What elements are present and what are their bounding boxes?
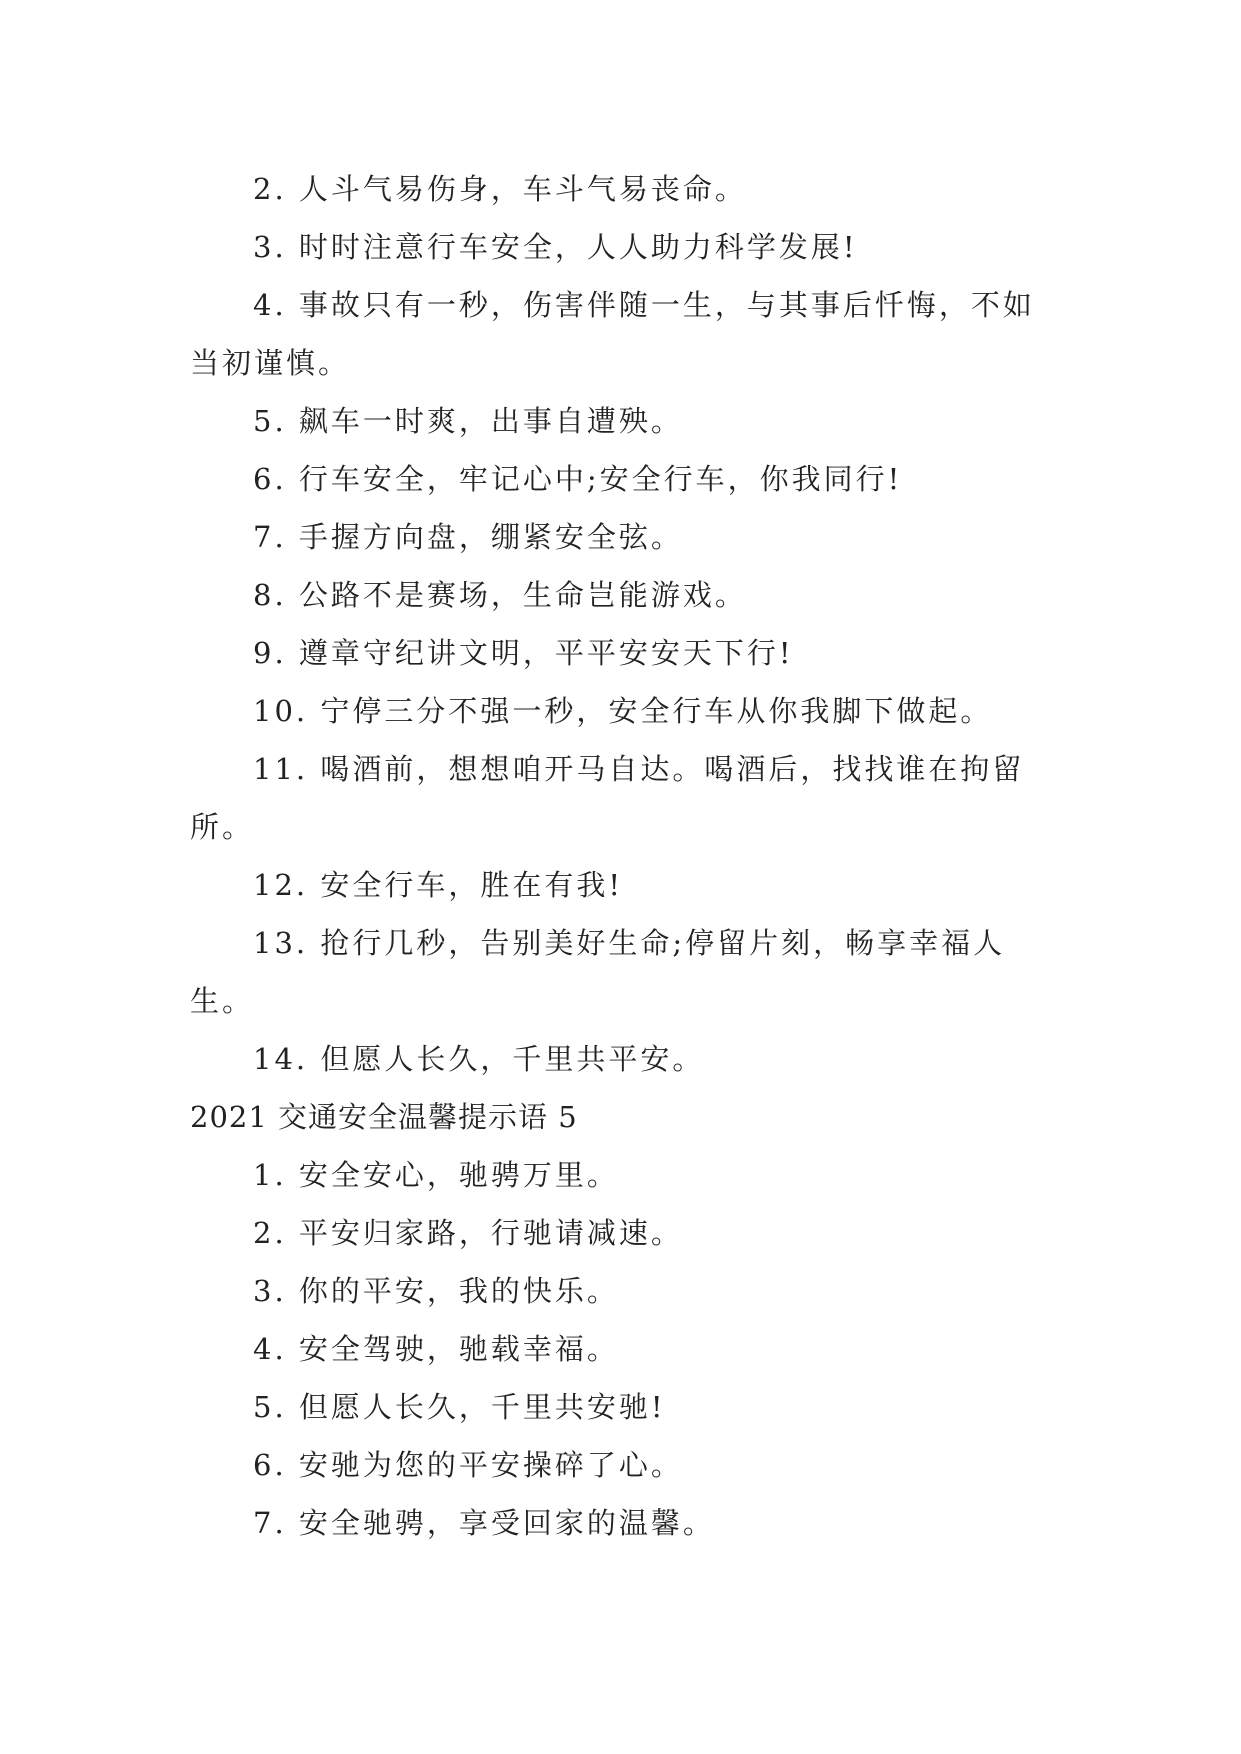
list-item: 6. 行车安全，牢记心中;安全行车，你我同行! xyxy=(253,462,903,496)
list-item: 6. 安驰为您的平安操碎了心。 xyxy=(253,1448,683,1482)
list-item: 8. 公路不是赛场，生命岂能游戏。 xyxy=(253,578,747,612)
list-item: 14. 但愿人长久，千里共平安。 xyxy=(253,1042,705,1076)
list-item: 5. 飙车一时爽，出事自遭殃。 xyxy=(253,404,683,438)
list-item: 13. 抢行几秒，告别美好生命;停留片刻，畅享幸福人生。 xyxy=(190,926,1006,1018)
list-item: 5. 但愿人长久，千里共安驰! xyxy=(253,1390,666,1424)
list-item: 2. 人斗气易伤身，车斗气易丧命。 xyxy=(253,172,747,206)
list-item: 3. 你的平安，我的快乐。 xyxy=(253,1274,619,1308)
list-item: 7. 安全驰骋，享受回家的温馨。 xyxy=(253,1506,715,1540)
list-item: 9. 遵章守纪讲文明，平平安安天下行! xyxy=(253,636,794,670)
list-item: 3. 时时注意行车安全，人人助力科学发展! xyxy=(253,230,858,264)
list-item: 11. 喝酒前，想想咱开马自达。喝酒后，找找谁在拘留所。 xyxy=(190,752,1025,844)
list-item: 10. 宁停三分不强一秒，安全行车从你我脚下做起。 xyxy=(253,694,993,728)
section-heading: 2021 交通安全温馨提示语 5 xyxy=(190,1100,578,1134)
list-item: 2. 平安归家路，行驰请减速。 xyxy=(253,1216,683,1250)
list-item: 4. 事故只有一秒，伤害伴随一生，与其事后忏悔，不如当初谨慎。 xyxy=(190,288,1035,380)
list-item: 4. 安全驾驶，驰载幸福。 xyxy=(253,1332,619,1366)
list-item: 12. 安全行车，胜在有我! xyxy=(253,868,623,902)
list-item: 1. 安全安心，驰骋万里。 xyxy=(253,1158,619,1192)
document-body xyxy=(190,160,1050,1552)
list-item: 7. 手握方向盘，绷紧安全弦。 xyxy=(253,520,683,554)
